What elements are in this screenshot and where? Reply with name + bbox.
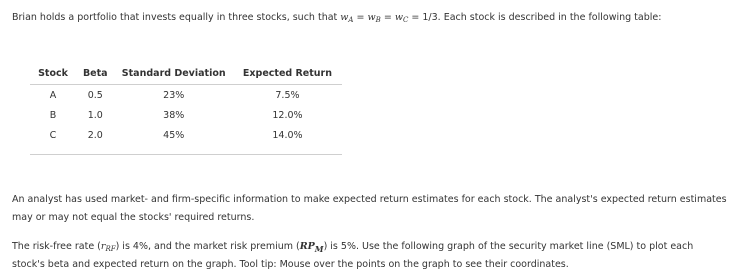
analyst-paragraph-line-2: may or may not equal the stocks' required returns. — [12, 212, 255, 223]
w-symbol: w — [394, 12, 403, 23]
table-header-row — [30, 62, 342, 85]
r-symbol: r — [100, 241, 106, 252]
equals-sign: = — [411, 12, 420, 23]
table-row — [30, 125, 342, 145]
cell-stock: A — [49, 89, 57, 101]
sml-text-part-1: The risk-free rate ( — [12, 241, 101, 252]
weight-w-c — [395, 12, 409, 23]
cell-expected-return: 14.0% — [272, 129, 303, 141]
cell-beta: 2.0 — [87, 129, 103, 141]
m-subscript: M — [314, 244, 324, 254]
intro-text-start: Brian holds a portfolio that invests equally in three stocks, such that — [12, 12, 341, 23]
w-symbol: w — [340, 12, 349, 23]
cell-beta: 0.5 — [87, 89, 103, 101]
rf-subscript: RF — [105, 245, 116, 253]
cell-expected-return: 7.5% — [275, 89, 300, 101]
subscript-b: B — [375, 16, 381, 24]
cell-standard-deviation: 38% — [163, 109, 185, 121]
sml-paragraph-line-2: stock's beta and expected return on the graph. Tool tip: Mouse over the points on the graph to see their coordinates. — [12, 259, 569, 270]
cell-standard-deviation: 23% — [163, 89, 185, 101]
sml-paragraph-line-1 — [12, 240, 693, 257]
table-row — [30, 85, 342, 106]
stock-table — [30, 62, 342, 145]
header-beta: Beta — [76, 62, 115, 85]
stock-table-container — [30, 62, 342, 155]
sml-text-part-3: ) is 5%. Use the following graph of the security market line (SML) to plot each — [323, 241, 694, 252]
header-stock: Stock — [30, 62, 76, 85]
equals-sign: = — [383, 12, 392, 23]
w-symbol: w — [367, 12, 376, 23]
cell-stock: B — [49, 109, 57, 121]
equals-sign: = — [356, 12, 365, 23]
cell-expected-return: 12.0% — [272, 109, 303, 121]
market-risk-premium-symbol — [300, 241, 324, 252]
cell-standard-deviation: 45% — [163, 129, 185, 141]
cell-beta: 1.0 — [87, 109, 103, 121]
header-standard-deviation: Standard Deviation — [115, 62, 233, 85]
weight-w-a — [340, 12, 353, 23]
risk-free-rate-symbol — [101, 241, 116, 252]
intro-paragraph — [12, 11, 661, 27]
subscript-a: A — [348, 16, 354, 24]
header-expected-return: Expected Return — [233, 62, 342, 85]
rp-symbol: RP — [299, 241, 315, 252]
weight-w-b — [368, 12, 381, 23]
table-row — [30, 105, 342, 125]
cell-stock: C — [49, 129, 57, 141]
weight-value: 1/3 — [422, 12, 438, 23]
subscript-c: C — [402, 16, 409, 24]
intro-text-end: . Each stock is described in the following table: — [437, 12, 662, 23]
analyst-paragraph-line-1: An analyst has used market- and firm-specific information to make expected return estimates for each stock. The analyst's expected return estimates — [12, 194, 727, 205]
sml-text-part-2: ) is 4%, and the market risk premium ( — [115, 241, 300, 252]
